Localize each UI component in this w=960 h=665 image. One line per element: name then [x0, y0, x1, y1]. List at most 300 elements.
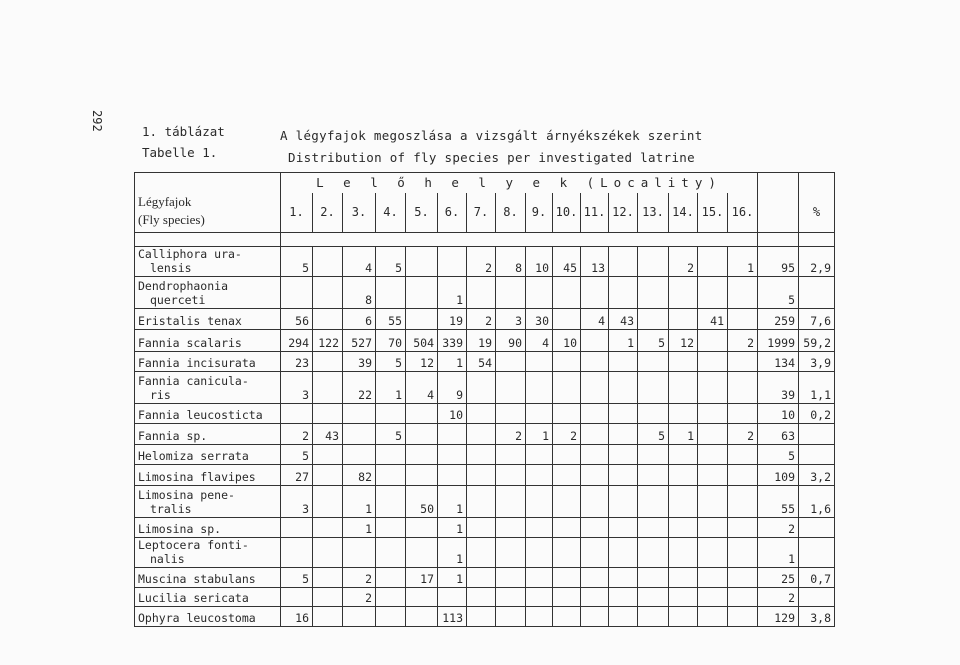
count-cell — [638, 372, 669, 404]
count-cell — [496, 486, 526, 518]
count-cell — [638, 352, 669, 372]
count-cell: 8 — [343, 277, 376, 309]
table-caption-hu: 1. táblázat — [142, 124, 225, 139]
count-cell: 1 — [343, 518, 376, 538]
count-cell — [313, 247, 343, 277]
count-cell: 45 — [553, 247, 581, 277]
count-cell — [526, 465, 553, 486]
column-header — [758, 193, 799, 233]
count-cell — [669, 568, 698, 588]
species-name: Limosina sp. — [135, 518, 281, 538]
species-column-header — [135, 173, 281, 233]
total-cell: 10 — [758, 404, 799, 424]
species-name: Fannia canicula- ris — [135, 372, 281, 404]
count-cell — [728, 309, 758, 330]
count-cell — [526, 486, 553, 518]
count-cell: 5 — [281, 247, 313, 277]
count-cell: 5 — [376, 247, 406, 277]
count-cell: 4 — [343, 247, 376, 277]
count-cell: 82 — [343, 465, 376, 486]
column-header: 15. — [698, 193, 728, 233]
count-cell — [669, 486, 698, 518]
count-cell — [343, 424, 376, 445]
count-cell — [313, 607, 343, 627]
count-cell: 1 — [438, 486, 467, 518]
count-cell — [638, 588, 669, 607]
total-cell: 63 — [758, 424, 799, 445]
count-cell — [581, 538, 609, 568]
count-cell — [406, 424, 438, 445]
table-row — [135, 445, 835, 465]
count-cell: 12 — [669, 330, 698, 352]
count-cell — [609, 277, 638, 309]
count-cell — [698, 588, 728, 607]
count-cell: 10 — [526, 247, 553, 277]
percent-cell: 7,6 — [799, 309, 835, 330]
count-cell — [581, 518, 609, 538]
count-cell — [609, 404, 638, 424]
count-cell: 2 — [467, 247, 496, 277]
total-cell: 2 — [758, 588, 799, 607]
count-cell — [669, 518, 698, 538]
count-cell — [728, 607, 758, 627]
count-cell: 4 — [581, 309, 609, 330]
species-name: Calliphora ura- lensis — [135, 247, 281, 277]
table-row — [135, 538, 835, 568]
count-cell: 5 — [281, 568, 313, 588]
count-cell — [526, 538, 553, 568]
percent-cell: 59,2 — [799, 330, 835, 352]
count-cell — [467, 445, 496, 465]
count-cell — [698, 538, 728, 568]
count-cell — [313, 404, 343, 424]
table-row — [135, 277, 835, 309]
table-title-en: Distribution of fly species per investigated latrine — [288, 150, 695, 165]
percent-cell: 1,6 — [799, 486, 835, 518]
count-cell — [581, 424, 609, 445]
count-cell: 2 — [553, 424, 581, 445]
count-cell: 90 — [496, 330, 526, 352]
count-cell — [609, 568, 638, 588]
count-cell — [376, 445, 406, 465]
count-cell — [728, 277, 758, 309]
count-cell — [698, 518, 728, 538]
count-cell — [406, 588, 438, 607]
count-cell — [496, 465, 526, 486]
count-cell — [638, 309, 669, 330]
count-cell — [553, 277, 581, 309]
count-cell — [581, 568, 609, 588]
count-cell — [526, 568, 553, 588]
species-name: Helomiza serrata — [135, 445, 281, 465]
count-cell: 16 — [281, 607, 313, 627]
count-cell — [553, 607, 581, 627]
count-cell: 10 — [438, 404, 467, 424]
total-cell: 5 — [758, 277, 799, 309]
count-cell — [553, 465, 581, 486]
count-cell — [467, 277, 496, 309]
count-cell — [698, 372, 728, 404]
count-cell — [343, 607, 376, 627]
table-row — [135, 568, 835, 588]
count-cell — [467, 568, 496, 588]
count-cell — [406, 309, 438, 330]
count-cell — [581, 588, 609, 607]
table-caption-de: Tabelle 1. — [142, 145, 218, 160]
count-cell — [438, 424, 467, 445]
count-cell — [728, 588, 758, 607]
count-cell: 30 — [526, 309, 553, 330]
count-cell — [609, 247, 638, 277]
count-cell — [526, 588, 553, 607]
total-cell: 109 — [758, 465, 799, 486]
count-cell — [467, 588, 496, 607]
count-cell — [553, 404, 581, 424]
species-name: Lucilia sericata — [135, 588, 281, 607]
count-cell — [553, 588, 581, 607]
count-cell — [438, 465, 467, 486]
percent-cell: 3,2 — [799, 465, 835, 486]
count-cell: 1 — [438, 277, 467, 309]
count-cell — [467, 465, 496, 486]
column-header: 6. — [438, 193, 467, 233]
count-cell: 70 — [376, 330, 406, 352]
species-name: Fannia incisurata — [135, 352, 281, 372]
count-cell — [609, 445, 638, 465]
count-cell: 3 — [496, 309, 526, 330]
count-cell — [638, 538, 669, 568]
count-cell — [376, 518, 406, 538]
count-cell — [281, 518, 313, 538]
table-row — [135, 424, 835, 445]
count-cell — [313, 372, 343, 404]
count-cell: 2 — [281, 424, 313, 445]
count-cell — [496, 372, 526, 404]
total-cell: 25 — [758, 568, 799, 588]
count-cell — [669, 372, 698, 404]
count-cell: 1 — [438, 352, 467, 372]
species-name: Limosina pene- tralis — [135, 486, 281, 518]
column-header: 11. — [581, 193, 609, 233]
count-cell — [313, 352, 343, 372]
percent-cell: 3,9 — [799, 352, 835, 372]
count-cell — [553, 445, 581, 465]
count-cell — [313, 538, 343, 568]
count-cell — [376, 607, 406, 627]
count-cell — [467, 518, 496, 538]
total-cell: 95 — [758, 247, 799, 277]
count-cell: 122 — [313, 330, 343, 352]
count-cell: 10 — [553, 330, 581, 352]
species-name: Limosina flavipes — [135, 465, 281, 486]
count-cell — [609, 372, 638, 404]
count-cell — [406, 518, 438, 538]
count-cell: 19 — [467, 330, 496, 352]
count-cell: 22 — [343, 372, 376, 404]
count-cell: 1 — [438, 568, 467, 588]
count-cell — [609, 465, 638, 486]
count-cell: 12 — [406, 352, 438, 372]
count-cell: 4 — [406, 372, 438, 404]
count-cell — [467, 538, 496, 568]
count-cell — [609, 607, 638, 627]
count-cell — [526, 404, 553, 424]
count-cell: 1 — [376, 372, 406, 404]
count-cell — [581, 607, 609, 627]
count-cell — [313, 568, 343, 588]
count-cell — [609, 424, 638, 445]
count-cell — [313, 588, 343, 607]
species-name: Fannia scalaris — [135, 330, 281, 352]
total-cell: 39 — [758, 372, 799, 404]
count-cell — [496, 277, 526, 309]
count-cell: 13 — [581, 247, 609, 277]
total-cell: 129 — [758, 607, 799, 627]
count-cell — [406, 247, 438, 277]
count-cell — [406, 277, 438, 309]
count-cell — [698, 330, 728, 352]
count-cell: 56 — [281, 309, 313, 330]
count-cell — [669, 309, 698, 330]
count-cell — [609, 352, 638, 372]
count-cell — [343, 445, 376, 465]
count-cell — [669, 352, 698, 372]
column-header: 13. — [638, 193, 669, 233]
column-header: 10. — [553, 193, 581, 233]
count-cell: 6 — [343, 309, 376, 330]
count-cell: 2 — [467, 309, 496, 330]
total-cell: 134 — [758, 352, 799, 372]
fly-species-table — [134, 172, 835, 627]
count-cell — [638, 404, 669, 424]
count-cell: 3 — [281, 372, 313, 404]
count-cell — [281, 277, 313, 309]
count-cell: 17 — [406, 568, 438, 588]
count-cell — [467, 607, 496, 627]
count-cell — [669, 404, 698, 424]
table-row — [135, 404, 835, 424]
count-cell — [638, 247, 669, 277]
count-cell: 9 — [438, 372, 467, 404]
count-cell — [638, 607, 669, 627]
count-cell — [313, 518, 343, 538]
count-cell — [581, 277, 609, 309]
count-cell — [526, 518, 553, 538]
count-cell: 1 — [343, 486, 376, 518]
table-row — [135, 372, 835, 404]
count-cell: 19 — [438, 309, 467, 330]
count-cell — [581, 352, 609, 372]
count-cell — [698, 277, 728, 309]
count-cell: 1 — [438, 538, 467, 568]
count-cell — [669, 588, 698, 607]
count-cell — [728, 404, 758, 424]
count-cell: 54 — [467, 352, 496, 372]
count-cell — [376, 404, 406, 424]
column-header: 12. — [609, 193, 638, 233]
count-cell — [553, 309, 581, 330]
locality-header: L e l ő h e l y e k (Locality) — [281, 173, 758, 193]
species-name: Dendrophaonia querceti — [135, 277, 281, 309]
count-cell — [638, 445, 669, 465]
percent-cell: 0,2 — [799, 404, 835, 424]
count-cell — [669, 277, 698, 309]
species-name: Fannia leucosticta — [135, 404, 281, 424]
count-cell — [406, 538, 438, 568]
count-cell: 1 — [526, 424, 553, 445]
count-cell: 527 — [343, 330, 376, 352]
count-cell: 43 — [609, 309, 638, 330]
count-cell: 2 — [728, 424, 758, 445]
table-row — [135, 352, 835, 372]
total-cell: 1 — [758, 538, 799, 568]
count-cell — [438, 247, 467, 277]
count-cell — [376, 277, 406, 309]
count-cell — [526, 352, 553, 372]
species-header-hu: Légyfajok — [138, 194, 192, 209]
column-header: % — [799, 193, 835, 233]
count-cell — [669, 538, 698, 568]
table-row — [135, 465, 835, 486]
species-name: Muscina stabulans — [135, 568, 281, 588]
count-cell — [669, 607, 698, 627]
count-cell — [496, 568, 526, 588]
count-cell — [638, 518, 669, 538]
total-cell: 2 — [758, 518, 799, 538]
count-cell: 2 — [343, 588, 376, 607]
count-cell — [526, 277, 553, 309]
count-cell — [698, 486, 728, 518]
percent-cell: 3,8 — [799, 607, 835, 627]
count-cell: 1 — [438, 518, 467, 538]
count-cell: 5 — [376, 424, 406, 445]
count-cell: 43 — [313, 424, 343, 445]
percent-cell: 0,7 — [799, 568, 835, 588]
count-cell — [728, 538, 758, 568]
count-cell — [609, 538, 638, 568]
count-cell: 5 — [638, 330, 669, 352]
count-cell — [467, 486, 496, 518]
count-cell — [581, 486, 609, 518]
count-cell — [698, 352, 728, 372]
count-cell — [698, 568, 728, 588]
percent-cell — [799, 518, 835, 538]
count-cell — [376, 465, 406, 486]
count-cell — [376, 588, 406, 607]
count-cell — [376, 538, 406, 568]
count-cell — [581, 404, 609, 424]
count-cell — [526, 607, 553, 627]
count-cell — [406, 607, 438, 627]
table-row — [135, 486, 835, 518]
count-cell — [698, 404, 728, 424]
count-cell — [669, 465, 698, 486]
species-name: Ophyra leucostoma — [135, 607, 281, 627]
count-cell — [609, 588, 638, 607]
table-row — [135, 330, 835, 352]
species-header-en: (Fly species) — [138, 212, 205, 227]
count-cell — [313, 465, 343, 486]
count-cell — [553, 518, 581, 538]
count-cell — [406, 445, 438, 465]
count-cell — [581, 445, 609, 465]
percent-cell: 1,1 — [799, 372, 835, 404]
column-header: 5. — [406, 193, 438, 233]
count-cell: 23 — [281, 352, 313, 372]
count-cell — [698, 607, 728, 627]
count-cell — [581, 330, 609, 352]
locality-header-row — [135, 173, 835, 193]
count-cell — [376, 568, 406, 588]
total-cell: 1999 — [758, 330, 799, 352]
count-cell — [638, 486, 669, 518]
count-cell: 55 — [376, 309, 406, 330]
count-cell — [376, 486, 406, 518]
count-cell — [581, 372, 609, 404]
count-cell — [553, 486, 581, 518]
species-name: Eristalis tenax — [135, 309, 281, 330]
column-header: 4. — [376, 193, 406, 233]
count-cell: 27 — [281, 465, 313, 486]
column-header: 8. — [496, 193, 526, 233]
count-cell: 1 — [669, 424, 698, 445]
count-cell — [496, 445, 526, 465]
count-cell: 2 — [496, 424, 526, 445]
count-cell — [496, 588, 526, 607]
count-cell — [496, 538, 526, 568]
count-cell — [438, 445, 467, 465]
species-name: Fannia sp. — [135, 424, 281, 445]
count-cell: 39 — [343, 352, 376, 372]
count-cell — [698, 465, 728, 486]
count-cell — [281, 404, 313, 424]
count-cell: 50 — [406, 486, 438, 518]
count-cell — [313, 309, 343, 330]
percent-cell — [799, 445, 835, 465]
count-cell — [728, 486, 758, 518]
count-cell: 5 — [638, 424, 669, 445]
table-row — [135, 607, 835, 627]
percent-cell — [799, 588, 835, 607]
count-cell: 2 — [669, 247, 698, 277]
count-cell — [343, 404, 376, 424]
count-cell — [496, 518, 526, 538]
column-header: 2. — [313, 193, 343, 233]
column-header: 1. — [281, 193, 313, 233]
column-header: 3. — [343, 193, 376, 233]
count-cell — [609, 518, 638, 538]
count-cell — [698, 247, 728, 277]
count-cell — [313, 445, 343, 465]
count-cell — [406, 465, 438, 486]
count-cell — [526, 445, 553, 465]
count-cell — [698, 424, 728, 445]
count-cell — [467, 404, 496, 424]
percent-cell — [799, 538, 835, 568]
count-cell: 339 — [438, 330, 467, 352]
count-cell — [496, 607, 526, 627]
count-cell — [698, 445, 728, 465]
count-cell — [728, 445, 758, 465]
count-cell — [728, 352, 758, 372]
count-cell — [496, 404, 526, 424]
count-cell: 3 — [281, 486, 313, 518]
table-row — [135, 247, 835, 277]
count-cell — [553, 538, 581, 568]
total-cell: 55 — [758, 486, 799, 518]
count-cell — [313, 277, 343, 309]
count-cell — [467, 372, 496, 404]
